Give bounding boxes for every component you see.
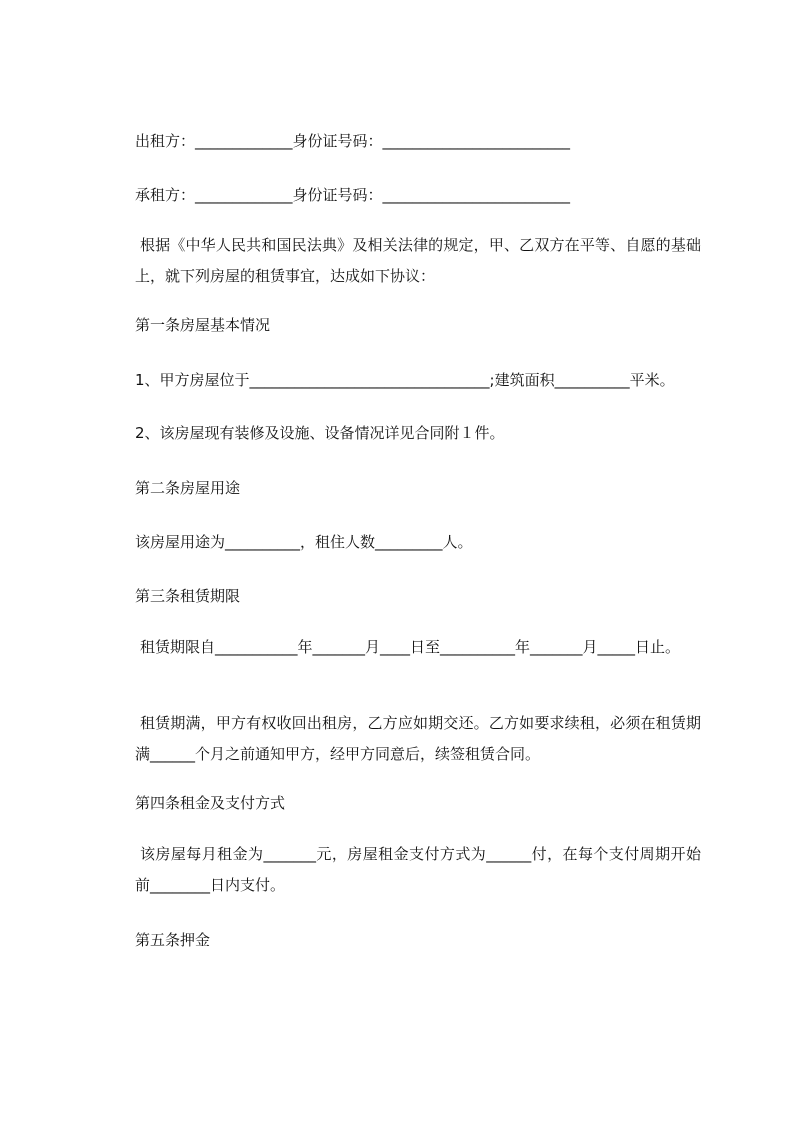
article-2-heading: 第二条房屋用途 bbox=[135, 479, 241, 497]
article-1-item-2: 2、该房屋现有装修及设施、设备情况详见合同附１件。 bbox=[135, 424, 505, 442]
article-5-heading: 第五条押金 bbox=[135, 931, 211, 949]
intro-paragraph: 根据《中华人民共和国民法典》及相关法律的规定，甲、乙双方在平等、自愿的基础上，就下列房屋的租赁事宜，达成如下协议： bbox=[135, 236, 701, 285]
article-1-item-1: 1、甲方房屋位于________________________________;建筑面积__________平米。 bbox=[135, 371, 675, 389]
article-2-body: 该房屋用途为__________，租住人数_________人。 bbox=[135, 533, 473, 551]
article-3-term-paragraph: 租赁期限自___________年_______月____日至__________年_______月_____日止。 bbox=[140, 638, 681, 656]
article-4-body: 该房屋每月租金为_______元，房屋租金支付方式为______付，在每个支付周期开始前________日内支付。 bbox=[135, 845, 701, 894]
article-3-heading: 第三条租赁期限 bbox=[135, 587, 241, 605]
lessee-id-line: 承租方：_____________身份证号码：_________________________ bbox=[135, 186, 571, 204]
article-4-heading: 第四条租金及支付方式 bbox=[135, 794, 286, 812]
article-1-heading: 第一条房屋基本情况 bbox=[135, 316, 271, 334]
lessor-id-line: 出租方：_____________身份证号码：_________________________ bbox=[135, 132, 571, 150]
article-3-renewal-paragraph: 租赁期满，甲方有权收回出租房，乙方应如期交还。乙方如要求续租，必须在租赁期满______个月之前通知甲方，经甲方同意后，续签租赁合同。 bbox=[135, 714, 701, 763]
